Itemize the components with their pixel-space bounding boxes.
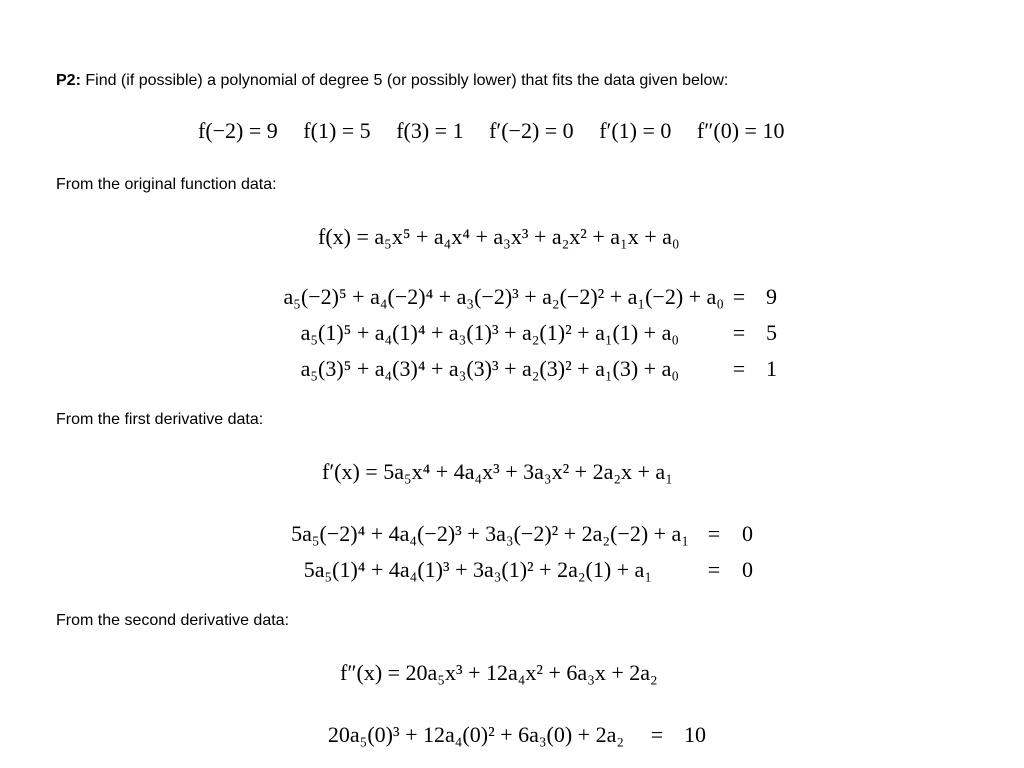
given-data-line <box>198 120 784 142</box>
equation-lhs: a₅(3)⁵ + a₄(3)⁴ + a₃(3)³ + a₂(3)² + a₁(3) + a₀ <box>300 356 679 381</box>
equals-sign: = <box>732 320 746 345</box>
given-data-item: f(−2) = 9 <box>198 118 278 143</box>
section-heading-first-derivative: From the first derivative data: <box>56 411 264 428</box>
problem-text: Find (if possible) a polynomial of degree 5 (or possibly lower) that fits the data given below: <box>85 72 729 89</box>
equation-rhs: 1 <box>766 356 777 381</box>
equation-rhs: 5 <box>766 320 777 345</box>
equation-rhs: 9 <box>766 284 777 309</box>
formula-first-derivative: f′(x) = 5a₅x⁴ + 4a₄x³ + 3a₃x² + 2a₂x + a₁ <box>322 459 673 484</box>
given-data-item: f(1) = 5 <box>303 118 371 143</box>
equation-row <box>0 557 1024 587</box>
given-data-item: f′(−2) = 0 <box>489 118 574 143</box>
equation-lhs: a₅(−2)⁵ + a₄(−2)⁴ + a₃(−2)³ + a₂(−2)² + a₁(−2) + a₀ <box>283 284 724 309</box>
equation-row <box>0 356 1024 386</box>
given-data-item: f′(1) = 0 <box>599 118 672 143</box>
equation-rhs: 0 <box>742 557 753 582</box>
equation-lhs: 5a₅(1)⁴ + 4a₄(1)³ + 3a₃(1)² + 2a₂(1) + a₁ <box>303 557 652 582</box>
equation-row <box>0 320 1024 350</box>
equation-lhs: 5a₅(−2)⁴ + 4a₄(−2)³ + 3a₃(−2)² + 2a₂(−2) + a₁ <box>291 521 689 546</box>
equals-sign: = <box>732 284 746 309</box>
equals-sign: = <box>707 521 721 546</box>
equation-lhs: 20a₅(0)³ + 12a₄(0)² + 6a₃(0) + 2a₂ <box>327 722 624 747</box>
formula-second-derivative: f″(x) = 20a₅x³ + 12a₄x² + 6a₃x + 2a₂ <box>340 660 658 685</box>
problem-statement <box>56 72 728 90</box>
equation-row <box>0 521 1024 551</box>
equation-rhs: 0 <box>742 521 753 546</box>
equals-sign: = <box>732 356 746 381</box>
section-heading-second-derivative: From the second derivative data: <box>56 612 290 629</box>
equation-rhs: 10 <box>684 722 706 747</box>
section-heading-original: From the original function data: <box>56 176 277 193</box>
equals-sign: = <box>650 722 664 747</box>
equation-row <box>0 284 1024 314</box>
problem-label: P2: <box>56 72 81 89</box>
equation-lhs: a₅(1)⁵ + a₄(1)⁴ + a₃(1)³ + a₂(1)² + a₁(1) + a₀ <box>300 320 679 345</box>
given-data-item: f(3) = 1 <box>396 118 464 143</box>
given-data-item: f″(0) = 10 <box>696 118 785 143</box>
formula-original: f(x) = a₅x⁵ + a₄x⁴ + a₃x³ + a₂x² + a₁x + a₀ <box>318 224 680 249</box>
equals-sign: = <box>707 557 721 582</box>
equation-row <box>0 722 1024 752</box>
